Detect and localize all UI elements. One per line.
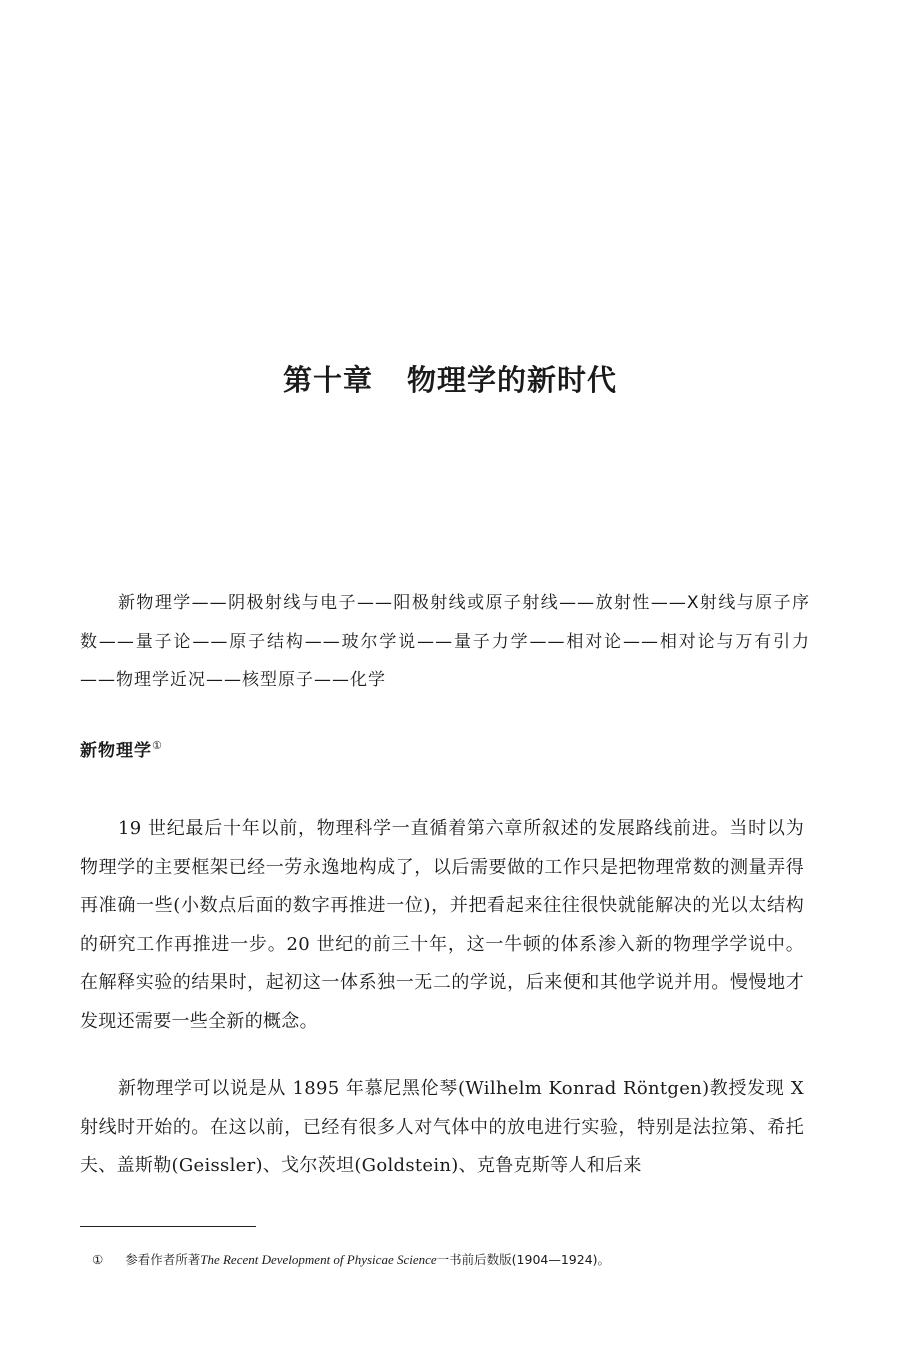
- chapter-outline: 新物理学——阴极射线与电子——阳极射线或原子射线——放射性——X射线与原子序数——量子论——原子结构——玻尔学说——量子力学——相对论——相对论与万有引力——物理学近况——核型原子——化学: [80, 593, 810, 690]
- chapter-number: 第十章: [282, 363, 373, 397]
- footnote-mark: ①: [92, 1252, 104, 1267]
- footnote-prefix: 参看作者所著: [125, 1252, 201, 1267]
- section-heading-text: 新物理学: [80, 741, 152, 761]
- footnote-reference: ①: [152, 739, 163, 752]
- footnote-divider: [80, 1226, 256, 1227]
- footnote: [92, 1250, 812, 1270]
- body-paragraph-2: 新物理学可以说是从 1895 年慕尼黑伦琴(Wilhelm Konrad Röntgen)教授发现 X 射线时开始的。在这以前，已经有很多人对气体中的放电进行实验，特别是法拉第、希托夫、盖斯勒(Geissler)、戈尔茨坦(Goldstein)、克鲁克斯等人和后来: [80, 1078, 804, 1176]
- body-paragraph-1: 19 世纪最后十年以前，物理科学一直循着第六章所叙述的发展路线前进。当时以为物理学的主要框架已经一劳永逸地构成了，以后需要做的工作只是把物理常数的测量弄得再准确一些(小数点后面的数字再推进一位)，并把看起来往往很快就能解决的光以太结构的研究工作再推进一步。20 世纪的前三十年，这一牛顿的体系渗入新的物理学学说中。在解释实验的结果时，起初这一体系独一无二的学说，后来便和其他学说并用。慢慢地才发现还需要一些全新的概念。: [80, 818, 804, 1032]
- footnote-book-title: The Recent Development of Physicae Science: [200, 1252, 437, 1267]
- section-heading: [80, 736, 163, 761]
- chapter-name: 物理学的新时代: [407, 363, 618, 397]
- chapter-title: [0, 358, 900, 399]
- footnote-suffix: 一书前后数版(1904—1924)。: [436, 1252, 611, 1267]
